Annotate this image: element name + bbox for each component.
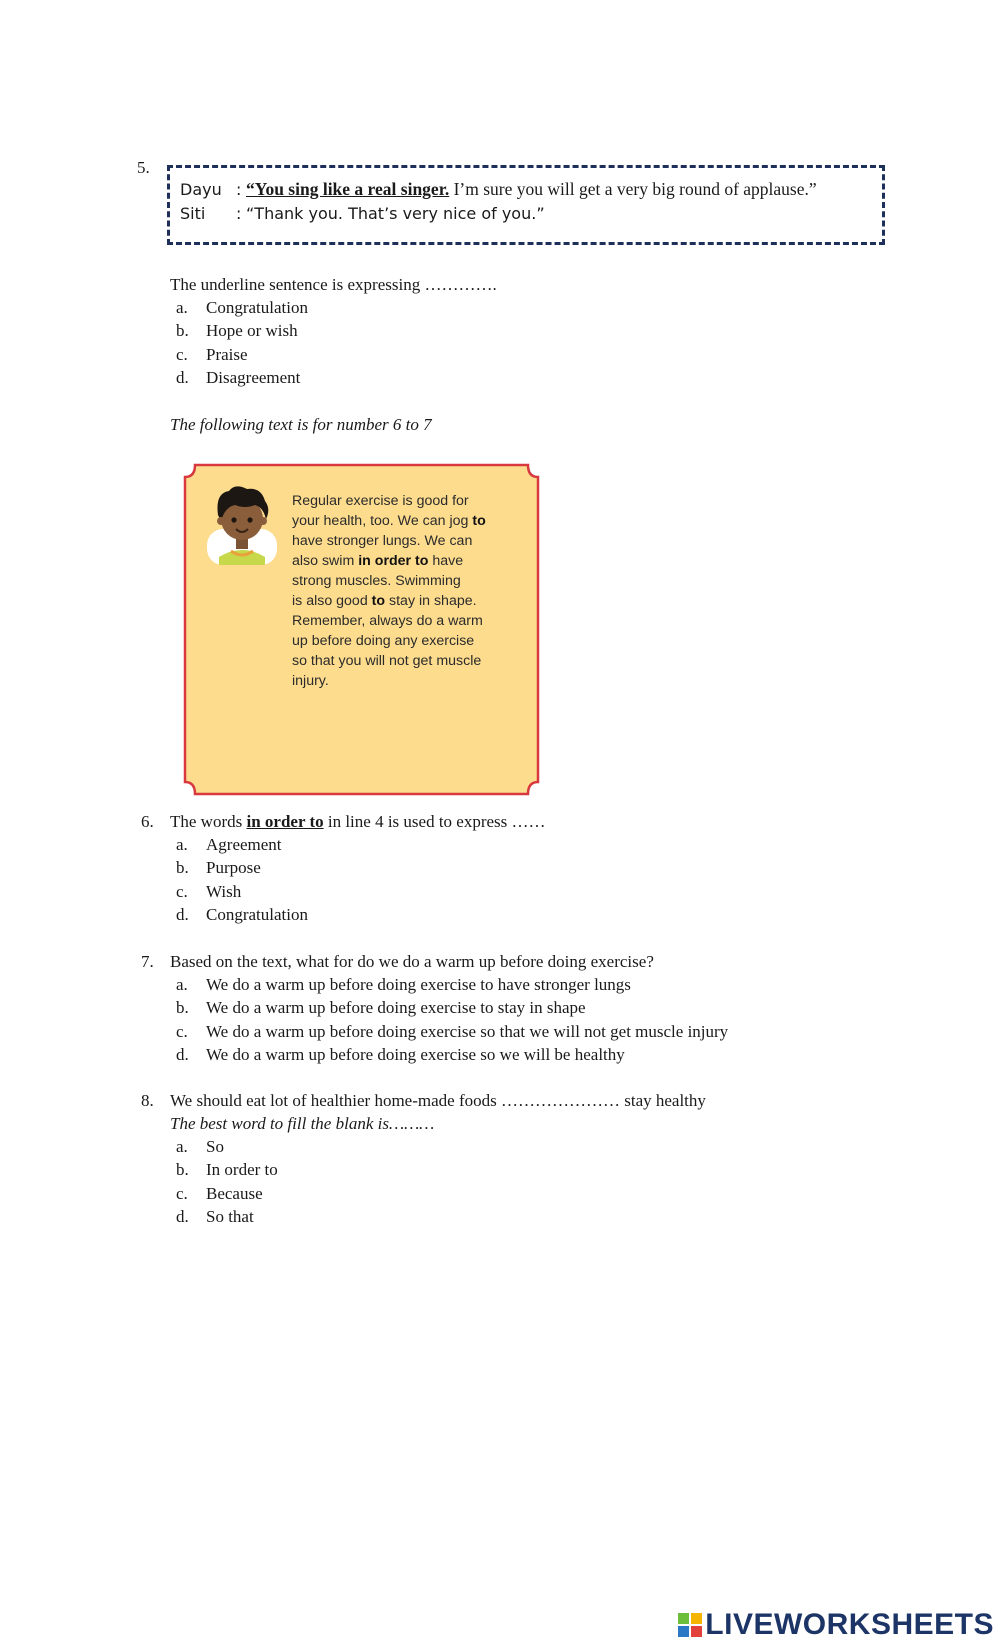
passage-line bbox=[292, 591, 522, 611]
option-text: Praise bbox=[206, 344, 248, 364]
passage-line bbox=[292, 631, 522, 651]
reading-passage-box bbox=[183, 463, 540, 796]
question-8-option-d[interactable] bbox=[176, 1207, 896, 1229]
question-6-option-a[interactable] bbox=[176, 835, 896, 857]
option-text: Purpose bbox=[206, 858, 261, 878]
option-letter: c. bbox=[176, 1021, 188, 1041]
option-letter: a. bbox=[176, 1137, 188, 1156]
question-8-option-c[interactable] bbox=[176, 1184, 896, 1206]
question-5-option-c[interactable] bbox=[176, 345, 896, 367]
option-text: In order to bbox=[206, 1160, 278, 1180]
question-8-option-a[interactable] bbox=[176, 1137, 896, 1159]
passage-segment: have bbox=[428, 553, 464, 569]
passage-segment: so that you will not get muscle bbox=[292, 653, 482, 669]
option-text: Wish bbox=[206, 881, 242, 901]
question-8-option-b[interactable] bbox=[176, 1160, 896, 1182]
dialogue-speaker-1: Dayu bbox=[180, 180, 222, 199]
option-text: Hope or wish bbox=[206, 321, 298, 341]
liveworksheets-logo-icon bbox=[678, 1613, 702, 1637]
passage-segment: also swim bbox=[292, 553, 359, 569]
option-text: Agreement bbox=[206, 835, 282, 854]
question-7-option-b[interactable] bbox=[176, 998, 896, 1020]
option-text: Disagreement bbox=[206, 367, 301, 387]
passage-segment: is also good bbox=[292, 593, 372, 609]
option-letter: c. bbox=[176, 881, 188, 901]
option-text: We do a warm up before doing exercise to have stronger lungs bbox=[206, 975, 631, 994]
option-text: We do a warm up before doing exercise so that we will not get muscle injury bbox=[206, 1021, 729, 1041]
option-letter: a. bbox=[176, 975, 188, 994]
option-text: We do a warm up before doing exercise to stay in shape bbox=[206, 998, 586, 1018]
logo-text: LIVEWORKSHEETS bbox=[705, 1608, 994, 1641]
option-letter: b. bbox=[176, 858, 189, 878]
dialogue-box bbox=[167, 165, 885, 245]
passage-segment: strong muscles. Swimming bbox=[292, 573, 461, 589]
passage-segment: Remember, always do a warm bbox=[292, 613, 483, 629]
option-text: Because bbox=[206, 1183, 263, 1203]
dialogue-line-2: “Thank you. That’s very nice of you.” bbox=[246, 204, 545, 223]
option-letter: b. bbox=[176, 1160, 189, 1180]
passage-line bbox=[292, 491, 522, 511]
option-text: So that bbox=[206, 1206, 254, 1226]
passage-bold-phrase: in order to bbox=[358, 553, 429, 569]
question-7-option-a[interactable] bbox=[176, 975, 896, 997]
question-5-text: The underline sentence is expressing …………. bbox=[170, 275, 497, 294]
question-6-after: in line 4 is used to express …… bbox=[323, 812, 546, 831]
option-letter: a. bbox=[176, 835, 188, 854]
passage-line bbox=[292, 531, 522, 551]
question-6-text bbox=[170, 812, 546, 832]
question-6-option-b[interactable] bbox=[176, 858, 896, 880]
passage-line bbox=[292, 551, 522, 571]
text-intro: The following text is for number 6 to 7 bbox=[170, 415, 432, 434]
question-6-option-d[interactable] bbox=[176, 905, 896, 927]
option-letter: b. bbox=[176, 321, 189, 341]
question-5-option-d[interactable] bbox=[176, 368, 896, 390]
dialogue-line-1 bbox=[246, 179, 817, 200]
dialogue-speaker-2: Siti bbox=[180, 204, 206, 223]
passage-segment: injury. bbox=[292, 673, 329, 689]
question-6-underlined: in order to bbox=[246, 812, 324, 831]
question-6-option-c[interactable] bbox=[176, 882, 896, 904]
passage-bold-phrase: to bbox=[472, 513, 486, 529]
question-6-before: The words bbox=[170, 812, 247, 831]
passage-segment: up before doing any exercise bbox=[292, 633, 475, 649]
question-7-option-d[interactable] bbox=[176, 1045, 896, 1067]
question-6-number: 6. bbox=[141, 812, 154, 831]
question-8-instruction: The best word to fill the blank is……… bbox=[170, 1114, 435, 1133]
dialogue-colon-1: : bbox=[236, 180, 242, 199]
question-7-text: Based on the text, what for do we do a warm up before doing exercise? bbox=[170, 952, 654, 971]
dialogue-line-1-rest: I’m sure you will get a very big round of applause.” bbox=[449, 179, 817, 199]
option-letter: d. bbox=[176, 367, 189, 387]
option-letter: a. bbox=[176, 298, 188, 317]
passage-bold-phrase: to bbox=[371, 593, 386, 609]
question-5-option-a[interactable] bbox=[176, 298, 896, 320]
passage-line bbox=[292, 671, 522, 691]
passage-segment: stay in shape. bbox=[385, 593, 477, 609]
option-letter: b. bbox=[176, 998, 189, 1018]
question-7-option-c[interactable] bbox=[176, 1022, 896, 1044]
footer-logo[interactable] bbox=[678, 1607, 994, 1643]
passage-segment: Regular exercise is good for bbox=[292, 493, 469, 509]
option-letter: c. bbox=[176, 1183, 188, 1203]
option-text: So bbox=[206, 1137, 224, 1156]
passage-text bbox=[292, 491, 522, 691]
question-5-number: 5. bbox=[137, 158, 150, 177]
option-letter: c. bbox=[176, 344, 188, 364]
passage-line bbox=[292, 651, 522, 671]
boy-avatar-icon bbox=[205, 485, 279, 567]
passage-segment: your health, too. We can jog bbox=[292, 513, 473, 529]
passage-segment: have stronger lungs. We can bbox=[292, 533, 473, 549]
question-8-text: We should eat lot of healthier home-made foods ………………… stay healthy bbox=[170, 1091, 706, 1110]
option-text: Congratulation bbox=[206, 904, 308, 924]
option-letter: d. bbox=[176, 1044, 189, 1064]
passage-line bbox=[292, 611, 522, 631]
passage-line bbox=[292, 571, 522, 591]
question-8-number: 8. bbox=[141, 1091, 154, 1110]
option-letter: d. bbox=[176, 904, 189, 924]
underlined-sentence: “You sing like a real singer. bbox=[246, 179, 450, 199]
option-text: We do a warm up before doing exercise so we will be healthy bbox=[206, 1044, 625, 1064]
question-5-option-b[interactable] bbox=[176, 321, 896, 343]
dialogue-colon-2: : bbox=[236, 204, 242, 223]
question-7-number: 7. bbox=[141, 952, 154, 971]
passage-line bbox=[292, 511, 522, 531]
option-text: Congratulation bbox=[206, 298, 308, 317]
option-letter: d. bbox=[176, 1206, 189, 1226]
